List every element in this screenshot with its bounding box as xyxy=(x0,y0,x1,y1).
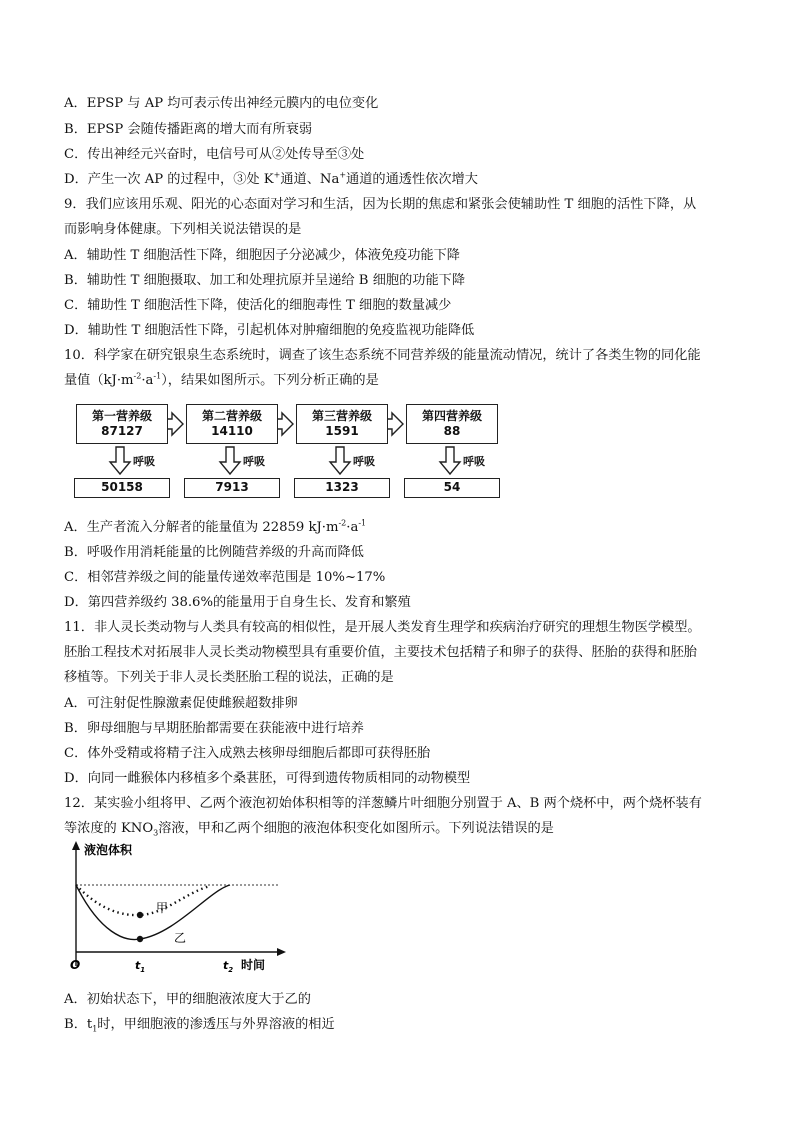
q11-option-b: B．卵母细胞与早期胚胎都需要在获能液中进行培养 xyxy=(64,721,364,736)
q10-stem-line1: 10．科学家在研究银泉生态系统时，调查了该生态系统不同营养级的能量流动情况，统计了各类生物的同化能 xyxy=(64,348,701,363)
q9-stem-line2: 而影响身体健康。下列相关说法错误的是 xyxy=(64,222,302,237)
trophic-level-2-value: 14110 xyxy=(211,424,253,438)
series-jia-label: 甲 xyxy=(156,901,169,915)
x-axis-arrow xyxy=(277,948,286,956)
q12-stem-line1: 12．某实验小组将甲、乙两个液泡初始体积相等的洋葱鳞片叶细胞分别置于 A、B 两个烧杯中，两个烧杯装有 xyxy=(64,796,702,811)
q10-option-c: C．相邻营养级之间的能量传递效率范围是 10%~17% xyxy=(64,570,386,585)
q12-option-b: B．$t_1$时，甲细胞液的渗透压与外界溶液的相近 xyxy=(64,1017,335,1034)
respiration-arrow-1 xyxy=(110,447,130,474)
q9-option-b: B．辅助性 T 细胞摄取、加工和处理抗原并呈递给 B 细胞的功能下降 xyxy=(64,273,466,288)
q9-option-a: A．辅助性 T 细胞活性下降，细胞因子分泌减少，体液免疫功能下降 xyxy=(64,248,460,263)
q11-option-c: C．体外受精或将精子注入成熟去核卵母细胞后都即可获得胚胎 xyxy=(64,746,431,761)
series-jia-point-t1 xyxy=(137,912,143,918)
q9-option-d: D．辅助性 T 细胞活性下降，引起机体对肿瘤细胞的免疫监视功能降低 xyxy=(64,323,475,338)
series-yi-point-t1 xyxy=(137,936,143,942)
respiration-arrow-2 xyxy=(220,447,240,474)
q11-option-a: A．可注射促性腺激素促使雌猴超数排卵 xyxy=(64,696,298,711)
respiration-value-4: 54 xyxy=(404,478,500,498)
q12-stem-line2: 等浓度的 $KNO_3$溶液，甲和乙两个细胞的液泡体积变化如图所示。下列说法错误的是 xyxy=(64,821,554,838)
y-axis-label: 液泡体积 xyxy=(84,843,133,857)
q9-stem-line1: 9．我们应该用乐观、阳光的心态面对学习和生活，因为长期的焦虑和紧张会使辅助性 T 细胞的活性下降，从 xyxy=(64,197,697,212)
trophic-level-3-name: 第三营养级 xyxy=(311,409,372,423)
q10-option-d: D．第四营养级约 38.6%的能量用于自身生长、发育和繁殖 xyxy=(64,595,411,610)
respiration-value-3: 1323 xyxy=(294,478,390,498)
q10-option-b: B．呼吸作用消耗能量的比例随营养级的升高而降低 xyxy=(64,545,364,560)
trophic-level-2-name: 第二营养级 xyxy=(201,409,262,423)
q11-stem-line3: 移植等。下列关于非人灵长类胚胎工程的说法，正确的是 xyxy=(64,670,394,685)
trophic-level-2-box xyxy=(186,404,278,444)
t2-tick-label: $t_2$ xyxy=(223,959,234,974)
trophic-level-4-name: 第四营养级 xyxy=(421,409,482,423)
series-jia-curve xyxy=(76,885,210,915)
respiration-value-1: 50158 xyxy=(74,478,170,498)
respiration-label-2: 呼吸 xyxy=(243,455,265,468)
trophic-level-1-name: 第一营养级 xyxy=(91,409,152,423)
trophic-level-4-box xyxy=(406,404,498,444)
trophic-level-1-value: 87127 xyxy=(101,424,143,438)
q8-option-d: D．产生一次 AP 的过程中，③处 K+通道、Na+通道的通透性依次增大 xyxy=(64,170,478,187)
q8-option-b: B．EPSP 会随传播距离的增大而有所衰弱 xyxy=(64,122,313,137)
vacuole-volume-chart xyxy=(60,838,290,978)
respiration-arrow-4 xyxy=(440,447,460,474)
q9-option-c: C．辅助性 T 细胞活性下降，使活化的细胞毒性 T 细胞的数量减少 xyxy=(64,298,452,313)
respiration-value-2: 7913 xyxy=(184,478,280,498)
respiration-arrow-3 xyxy=(330,447,350,474)
origin-label: O xyxy=(70,958,81,972)
q11-stem-line2: 胚胎工程技术对拓展非人灵长类动物模型具有重要价值，主要技术包括精子和卵子的获得、胚胎的获得和胚胎 xyxy=(64,645,697,660)
t1-tick-label: $t_1$ xyxy=(135,959,146,974)
q10-option-a: A．生产者流入分解者的能量值为 22859 $kJ\cdot m^{-2}\cdot a^{-1}$ xyxy=(64,518,367,535)
x-axis-label: 时间 xyxy=(241,958,266,972)
q11-option-d: D．向同一雌猴体内移植多个桑葚胚，可得到遗传物质相同的动物模型 xyxy=(64,771,471,786)
q8-option-a: A．EPSP 与 AP 均可表示传出神经元膜内的电位变化 xyxy=(64,96,379,111)
q11-stem-line1: 11．非人灵长类动物与人类具有较高的相似性，是开展人类发育生理学和疾病治疗研究的理想生物医学模型。 xyxy=(64,620,701,635)
trophic-level-4-value: 88 xyxy=(443,424,461,438)
trophic-level-3-box xyxy=(296,404,388,444)
series-yi-label: 乙 xyxy=(174,931,187,945)
q10-stem-line2: 量值$(kJ\cdot m^{-2}\cdot a^{-1})$，结果如图所示。下列分析正确的是 xyxy=(64,371,379,388)
trophic-level-1-box xyxy=(76,404,168,444)
trophic-level-3-value: 1591 xyxy=(325,424,359,438)
q12-option-a: A．初始状态下，甲的细胞液浓度大于乙的 xyxy=(64,992,311,1007)
respiration-label-4: 呼吸 xyxy=(463,455,485,468)
q8-option-c: C．传出神经元兴奋时，电信号可从②处传导至③处 xyxy=(64,147,365,162)
y-axis-arrow xyxy=(72,841,80,850)
respiration-label-3: 呼吸 xyxy=(353,455,375,468)
respiration-label-1: 呼吸 xyxy=(133,455,155,468)
